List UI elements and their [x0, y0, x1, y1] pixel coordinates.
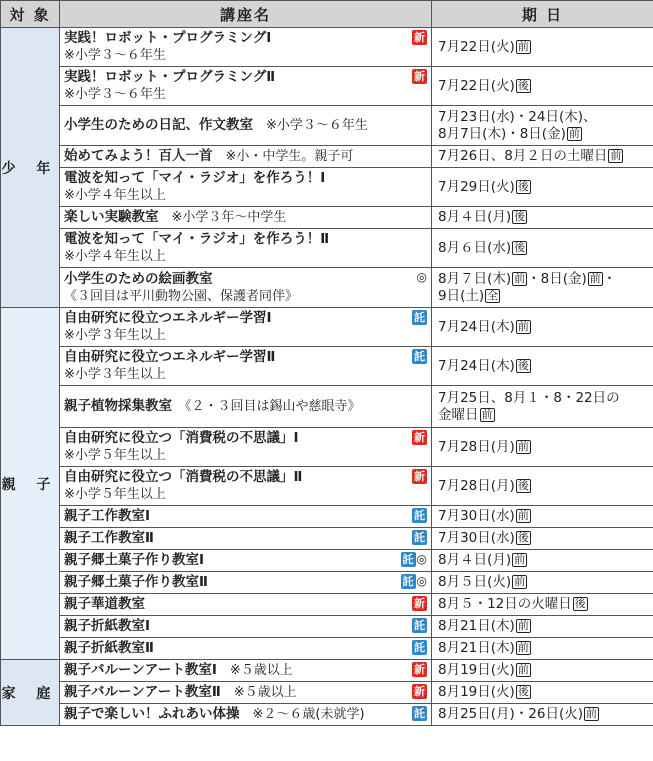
- course-name-cell: [60, 168, 432, 207]
- course-note: ※小学３〜６年生: [253, 118, 368, 133]
- course-date-cell: [432, 168, 653, 207]
- time-slot-tag: 前: [517, 619, 529, 632]
- course-name-cell: [60, 594, 432, 616]
- course-note: ※小・中学生。親子可: [212, 149, 354, 164]
- header-target: 対 象: [1, 1, 60, 28]
- course-date-line: 7月28日(月) 前: [438, 438, 529, 455]
- course-requirement: ※小学３年生以上: [64, 328, 166, 343]
- course-date-line: 7月22日(火) 後: [438, 77, 529, 94]
- course-name-cell: [60, 229, 432, 268]
- double-circle-icon: ◎: [416, 552, 427, 566]
- course-markers: [412, 508, 427, 523]
- table-row: [1, 528, 653, 550]
- course-date-line: 8月25日(月)・26日(火) 前: [438, 706, 598, 722]
- course-title: 親子折紙教室Ⅱ: [64, 640, 154, 656]
- course-name-cell: [60, 638, 432, 660]
- course-date-cell: [432, 229, 653, 268]
- course-name-cell: [60, 386, 432, 428]
- course-date-line: 8月19日(火) 後: [438, 684, 529, 700]
- course-title: 親子工作教室Ⅰ: [64, 508, 151, 524]
- time-slot-tag: 前: [514, 575, 526, 588]
- course-title: 親子郷土菓子作り教室Ⅱ: [64, 574, 208, 590]
- course-date-line: 7月23日(水)・24日(木)、: [438, 108, 597, 125]
- course-title: 小学生のための日記、作文教室: [64, 117, 253, 133]
- header-period: 期 日: [432, 1, 653, 28]
- table-row: [1, 386, 653, 428]
- course-markers: [412, 349, 427, 364]
- course-requirement: ※小学４年生以上: [64, 249, 166, 264]
- course-markers: [412, 684, 427, 699]
- course-title: 自由研究に役立つ「消費税の不思議」Ⅰ: [64, 430, 299, 446]
- course-name-cell: [60, 467, 432, 506]
- course-title: 自由研究に役立つエネルギー学習Ⅰ: [64, 310, 272, 326]
- course-date-line: 7月30日(水) 前: [438, 508, 529, 524]
- course-note: 《２・３回目は錫山や慈眼寺》: [172, 399, 361, 414]
- table-row: [1, 572, 653, 594]
- course-note: ※５歳以上: [216, 663, 293, 678]
- time-slot-tag: 後: [517, 358, 529, 372]
- course-date-cell: [432, 67, 653, 106]
- course-name-cell: [60, 528, 432, 550]
- course-date-cell: [432, 467, 653, 506]
- time-slot-tag: 後: [574, 597, 586, 610]
- time-slot-tag: 後: [517, 78, 529, 92]
- table-row: [1, 229, 653, 268]
- course-requirement: ※小学５年生以上: [64, 448, 166, 463]
- course-date-cell: [432, 550, 653, 572]
- course-title: 自由研究に役立つエネルギー学習Ⅱ: [64, 349, 276, 365]
- course-name-cell: [60, 616, 432, 638]
- time-slot-tag: 後: [514, 210, 526, 223]
- course-title: 実践！ロボット・プログラミングⅡ: [64, 69, 276, 85]
- course-date-line: 8月19日(火) 前: [438, 662, 529, 678]
- course-markers: [412, 430, 427, 445]
- course-date-line: 8月６日(水) 後: [438, 239, 526, 256]
- new-badge-icon: 新: [414, 470, 425, 483]
- course-date-line: 8月7日(木)・8日(金) 前: [438, 125, 580, 142]
- course-date-cell: [432, 594, 653, 616]
- course-name-cell: [60, 428, 432, 467]
- course-date-cell: [432, 428, 653, 467]
- course-title: 電波を知って「マイ・ラジオ」を作ろう！Ⅱ: [64, 231, 330, 247]
- table-row: [1, 308, 653, 347]
- course-name-cell: [60, 347, 432, 386]
- header-row: [1, 1, 653, 28]
- table-row: [1, 594, 653, 616]
- course-date-cell: [432, 682, 653, 704]
- course-date-line: 7月28日(月) 後: [438, 477, 529, 494]
- course-date-cell: [432, 386, 653, 428]
- table-row: [1, 67, 653, 106]
- time-slot-tag: 前: [514, 553, 526, 566]
- new-badge-icon: 新: [414, 597, 425, 610]
- course-date-line: 8月21日(木) 前: [438, 640, 529, 656]
- table-row: [1, 268, 653, 308]
- course-title: 親子折紙教室Ⅰ: [64, 618, 151, 634]
- time-slot-tag: 前: [610, 149, 622, 162]
- course-date-line: 8月４日(月) 前: [438, 552, 526, 568]
- childcare-badge-icon: 託: [402, 553, 414, 566]
- course-date-cell: [432, 704, 653, 726]
- course-date-cell: [432, 572, 653, 594]
- course-requirement: ※小学３年生以上: [64, 367, 166, 382]
- course-date-line: 8月21日(木) 前: [438, 618, 529, 634]
- course-note: ※５歳以上: [220, 685, 297, 700]
- course-requirement: ※小学５年生以上: [64, 487, 166, 502]
- course-markers: [412, 706, 427, 721]
- category-label: 少 年: [1, 28, 60, 308]
- table-row: [1, 106, 653, 146]
- course-requirement: ※小学４年生以上: [64, 188, 166, 203]
- table-row: [1, 660, 653, 682]
- course-date-line: 9日(土) 全: [438, 287, 499, 304]
- course-title: 電波を知って「マイ・ラジオ」を作ろう！Ⅰ: [64, 170, 326, 186]
- time-slot-tag: 前: [517, 663, 529, 676]
- course-markers: [412, 530, 427, 545]
- course-requirement: ※小学３〜６年生: [64, 48, 166, 63]
- table-row: [1, 704, 653, 726]
- table-row: [1, 428, 653, 467]
- course-date-cell: [432, 638, 653, 660]
- course-markers: [412, 469, 427, 484]
- course-title: 親子バルーンアート教室Ⅱ: [64, 684, 221, 700]
- course-name-cell: [60, 660, 432, 682]
- course-markers: [412, 662, 427, 677]
- course-markers: [412, 640, 427, 655]
- course-date-line: 7月29日(火) 後: [438, 178, 529, 195]
- childcare-badge-icon: 託: [414, 641, 425, 654]
- course-note: ※小学３年〜中学生: [158, 210, 287, 225]
- time-slot-tag: 前: [481, 407, 493, 421]
- double-circle-icon: ◎: [416, 574, 427, 588]
- course-date-cell: [432, 347, 653, 386]
- course-title: 親子工作教室Ⅱ: [64, 530, 154, 546]
- course-date-cell: [432, 616, 653, 638]
- double-circle-icon: ◎: [416, 270, 427, 284]
- time-slot-tag: 後: [514, 240, 526, 254]
- childcare-badge-icon: 託: [414, 531, 425, 544]
- course-title: 小学生のための絵画教室: [64, 270, 213, 287]
- course-date-line: 金曜日 前: [438, 406, 493, 423]
- course-title: 実践！ロボット・プログラミングⅠ: [64, 30, 272, 46]
- course-markers: [417, 270, 427, 285]
- table-row: [1, 682, 653, 704]
- table-row: [1, 550, 653, 572]
- time-slot-tag: 前: [514, 271, 526, 285]
- course-date-line: 8月５・12日の火曜日 後: [438, 596, 586, 612]
- childcare-badge-icon: 託: [414, 311, 425, 324]
- course-requirement: 《３回目は平川動物公園、保護者同伴》: [64, 288, 299, 304]
- course-name-cell: [60, 106, 432, 146]
- course-title: 親子植物採集教室: [64, 398, 172, 414]
- course-name-cell: [60, 308, 432, 347]
- table-row: [1, 506, 653, 528]
- course-markers: [401, 574, 427, 589]
- time-slot-tag: 前: [568, 126, 580, 140]
- childcare-badge-icon: 託: [414, 350, 425, 363]
- course-markers: [412, 30, 427, 45]
- course-date-line: 7月24日(木) 前: [438, 318, 529, 335]
- new-badge-icon: 新: [414, 685, 425, 698]
- course-markers: [412, 618, 427, 633]
- course-note: ※２〜６歳(未就学): [239, 707, 365, 722]
- time-slot-tag: 後: [517, 531, 529, 544]
- time-slot-tag: 後: [517, 478, 529, 492]
- table-row: [1, 616, 653, 638]
- course-date-line: 8月４日(月) 後: [438, 209, 526, 225]
- course-date-line: 7月30日(水) 後: [438, 530, 529, 546]
- course-date-cell: [432, 308, 653, 347]
- course-date-line: 8月７日(木) 前 ・8日(金) 前 ・: [438, 270, 617, 287]
- course-date-line: 8月５日(火) 前: [438, 574, 526, 590]
- course-name-cell: [60, 28, 432, 67]
- new-badge-icon: 新: [414, 70, 425, 83]
- course-name-cell: [60, 207, 432, 229]
- course-title: 自由研究に役立つ「消費税の不思議」Ⅱ: [64, 469, 303, 485]
- course-date-cell: [432, 660, 653, 682]
- time-slot-tag: 前: [517, 439, 529, 453]
- course-name-cell: [60, 572, 432, 594]
- category-label: 家 庭: [1, 660, 60, 726]
- time-slot-tag: 全: [487, 288, 499, 302]
- course-name-cell: [60, 146, 432, 168]
- course-date-cell: [432, 528, 653, 550]
- course-name-cell: [60, 550, 432, 572]
- table-row: [1, 168, 653, 207]
- time-slot-tag: 後: [517, 179, 529, 193]
- course-name-cell: [60, 682, 432, 704]
- course-date-cell: [432, 268, 653, 308]
- childcare-badge-icon: 託: [414, 509, 425, 522]
- course-markers: [412, 310, 427, 325]
- course-name-cell: [60, 704, 432, 726]
- table-row: [1, 207, 653, 229]
- table-row: [1, 467, 653, 506]
- childcare-badge-icon: 託: [414, 619, 425, 632]
- course-date-cell: [432, 28, 653, 67]
- time-slot-tag: 前: [589, 271, 601, 285]
- category-label: 親 子: [1, 308, 60, 660]
- table-row: [1, 28, 653, 67]
- course-title: 楽しい実験教室: [64, 209, 159, 225]
- table-row: [1, 146, 653, 168]
- course-date-cell: [432, 106, 653, 146]
- new-badge-icon: 新: [414, 663, 425, 676]
- table-row: [1, 347, 653, 386]
- course-markers: [412, 69, 427, 84]
- course-name-cell: [60, 506, 432, 528]
- course-date-line: 7月24日(木) 後: [438, 357, 529, 374]
- course-date-line: 7月22日(火) 前: [438, 38, 529, 55]
- course-markers: [412, 596, 427, 611]
- time-slot-tag: 前: [517, 509, 529, 522]
- course-date-cell: [432, 207, 653, 229]
- childcare-badge-icon: 託: [414, 707, 425, 720]
- course-date-cell: [432, 506, 653, 528]
- childcare-badge-icon: 託: [402, 575, 414, 588]
- time-slot-tag: 前: [586, 707, 598, 720]
- course-title: 親子バルーンアート教室Ⅰ: [64, 662, 217, 678]
- course-title: 親子華道教室: [64, 596, 145, 612]
- course-title: 始めてみよう！百人一首: [64, 148, 213, 164]
- course-name-cell: [60, 268, 432, 308]
- table-row: [1, 638, 653, 660]
- new-badge-icon: 新: [414, 431, 425, 444]
- course-markers: [401, 552, 427, 567]
- course-name-cell: [60, 67, 432, 106]
- time-slot-tag: 前: [517, 319, 529, 333]
- time-slot-tag: 後: [517, 685, 529, 698]
- new-badge-icon: 新: [414, 31, 425, 44]
- course-date-line: 7月26日、8月２日の土曜日 前: [438, 148, 622, 164]
- course-date-cell: [432, 146, 653, 168]
- course-title: 親子で楽しい！ふれあい体操: [64, 706, 240, 722]
- course-title: 親子郷土菓子作り教室Ⅰ: [64, 552, 205, 568]
- course-requirement: ※小学３〜６年生: [64, 87, 166, 102]
- course-date-line: 7月25日、8月１・8・22日の: [438, 389, 620, 406]
- time-slot-tag: 前: [517, 641, 529, 654]
- header-course: 講座名: [60, 1, 432, 28]
- time-slot-tag: 前: [517, 39, 529, 53]
